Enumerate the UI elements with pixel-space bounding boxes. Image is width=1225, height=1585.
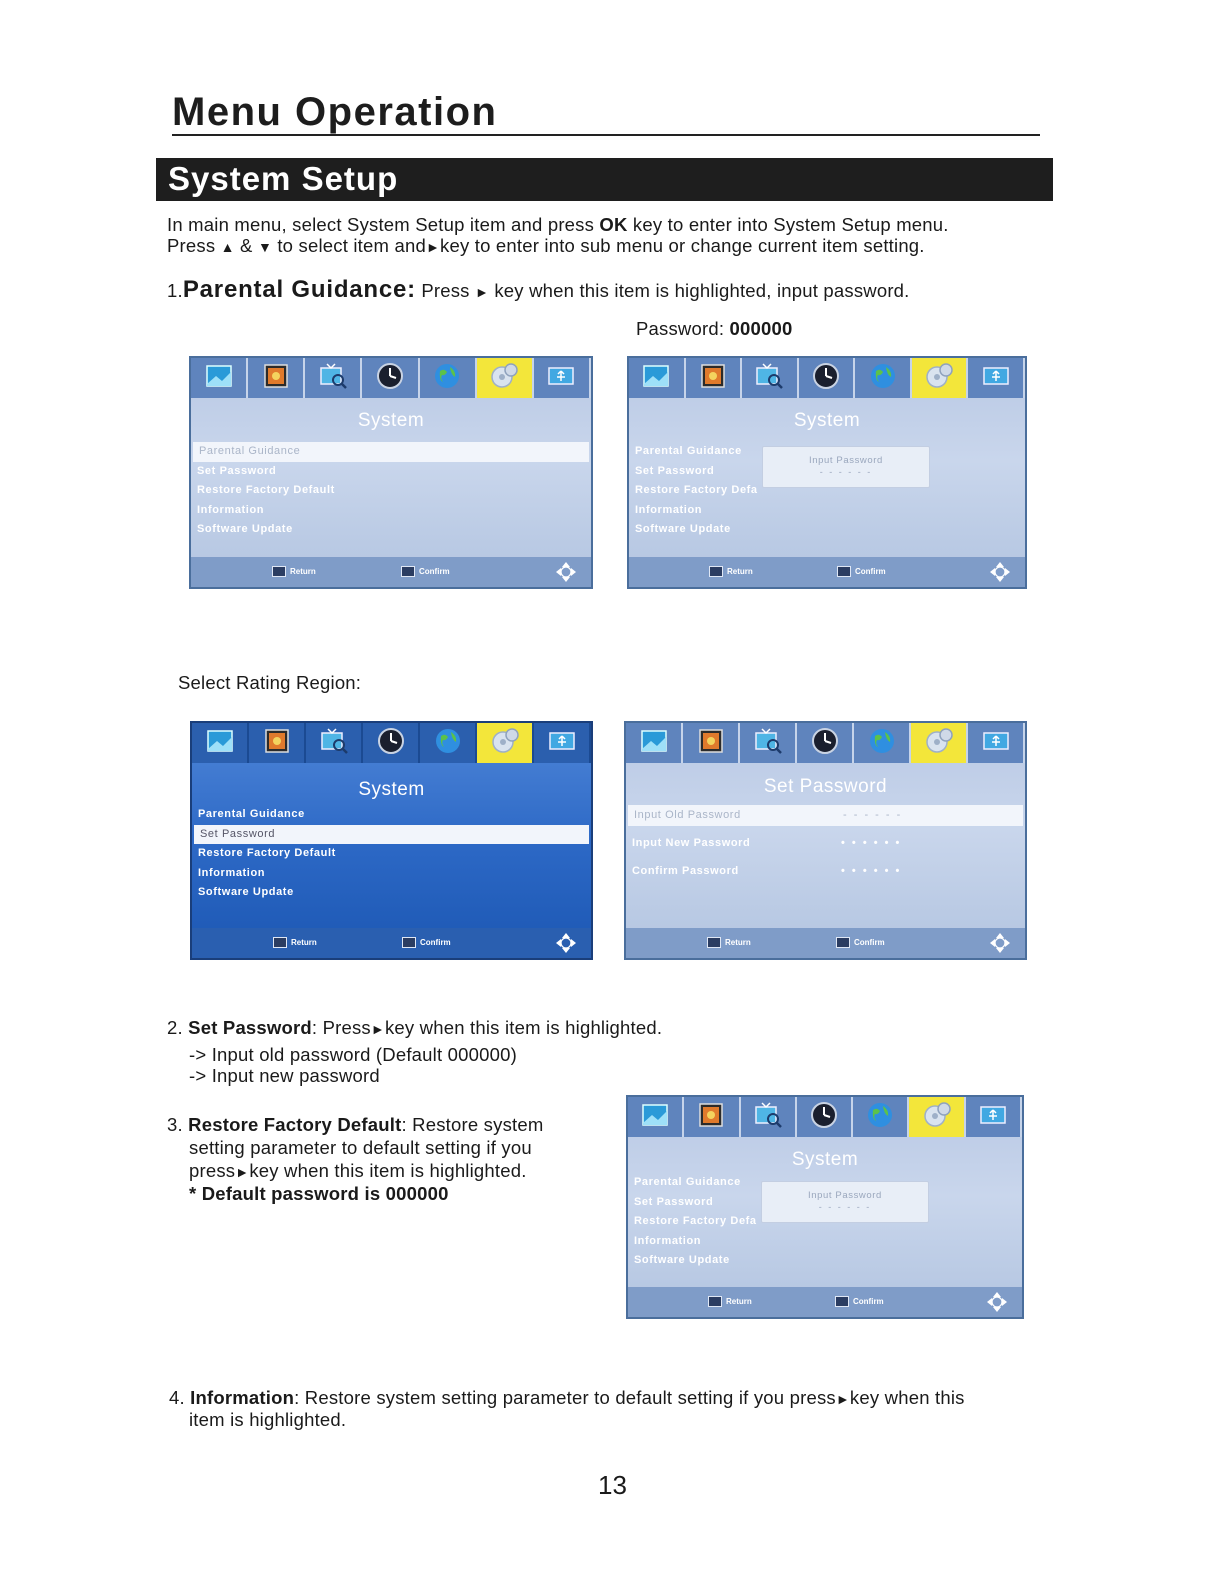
input-old-password-label: Input Old Password [634, 809, 741, 821]
page-title: Menu Operation [172, 90, 498, 134]
menu-item-parental-guidance[interactable]: Parental Guidance [198, 808, 305, 820]
clock-tab[interactable] [797, 1097, 853, 1137]
picture-tab[interactable] [629, 358, 686, 398]
photo-icon [698, 362, 728, 395]
usb-tab[interactable] [968, 358, 1025, 398]
menu-heading: System [791, 1149, 859, 1170]
menu-item-parental-guidance[interactable]: Parental Guidance [634, 1176, 741, 1188]
intro-text: to select item and [272, 235, 426, 256]
menu-footer [629, 557, 1025, 587]
confirm-hint[interactable] [401, 566, 450, 577]
channel-search-tab[interactable] [740, 723, 797, 763]
intro-text: In main menu, select System Setup item and press [167, 214, 600, 235]
return-label: Return [291, 938, 317, 947]
settings-disc-tab[interactable] [911, 723, 968, 763]
globe-tab[interactable] [854, 723, 911, 763]
channel-search-icon [754, 362, 784, 395]
confirm-password-label: Confirm Password [632, 865, 739, 877]
picture-tab[interactable] [628, 1097, 684, 1137]
channel-search-icon [753, 1101, 783, 1134]
tv-screen-system-menu-set-password [190, 721, 593, 960]
menu-footer [628, 1287, 1022, 1317]
return-key-icon [273, 937, 287, 948]
confirm-password-row[interactable] [626, 854, 1025, 882]
set-password-list [626, 805, 1025, 882]
item-text: press [189, 1160, 236, 1181]
clock-tab[interactable] [797, 723, 854, 763]
password-line [636, 318, 792, 339]
globe-tab[interactable] [853, 1097, 909, 1137]
navigation-pad-icon [555, 561, 577, 583]
section-band [156, 158, 1053, 201]
return-hint[interactable] [708, 1296, 752, 1307]
channel-search-tab[interactable] [306, 723, 363, 763]
menu-item-parental-guidance[interactable]: Parental Guidance [635, 445, 742, 457]
item-text: Press [415, 280, 475, 301]
clock-icon [810, 727, 840, 760]
right-arrow-icon: ► [370, 1021, 385, 1037]
menu-item-restore-factory-default[interactable]: Restore Factory Defa [635, 484, 758, 496]
input-new-password-row[interactable] [626, 826, 1025, 854]
globe-icon [867, 727, 897, 760]
picture-tab[interactable] [191, 358, 248, 398]
photo-icon [696, 727, 726, 760]
channel-search-icon [319, 727, 349, 760]
return-key-icon [707, 937, 721, 948]
menu-panel [191, 398, 591, 557]
photo-tab[interactable] [249, 723, 306, 763]
set-password-label: Set Password [188, 1017, 312, 1038]
information-label: Information [190, 1387, 295, 1408]
password-popup[interactable] [762, 446, 930, 488]
usb-icon [978, 1101, 1008, 1134]
menu-item-restore-factory-default[interactable]: Restore Factory Defa [634, 1215, 757, 1227]
menu-item-software-update[interactable]: Software Update [197, 523, 293, 535]
channel-search-tab[interactable] [305, 358, 362, 398]
right-arrow-icon: ► [235, 1164, 250, 1180]
menu-icon-bar [626, 723, 1025, 763]
return-hint[interactable] [707, 937, 751, 948]
tv-screen-password-prompt [627, 356, 1027, 589]
set-password-step-old: -> Input old password (Default 000000) [189, 1044, 517, 1065]
right-arrow-icon: ► [835, 1391, 850, 1407]
clock-icon [376, 727, 406, 760]
navigation-pad-icon [989, 932, 1011, 954]
settings-disc-tab[interactable] [477, 723, 534, 763]
intro-text: & [234, 235, 258, 256]
settings-disc-icon [924, 362, 954, 395]
menu-footer [191, 557, 591, 587]
confirm-label: Confirm [419, 567, 450, 576]
menu-footer [626, 928, 1025, 958]
picture-icon [640, 1101, 670, 1134]
clock-tab[interactable] [362, 358, 419, 398]
usb-icon [981, 727, 1011, 760]
picture-icon [639, 727, 669, 760]
return-key-icon [709, 566, 723, 577]
clock-icon [809, 1101, 839, 1134]
menu-item-set-password[interactable]: Set Password [197, 464, 277, 477]
usb-icon [547, 727, 577, 760]
page-number: 13 [598, 1470, 627, 1500]
picture-tab[interactable] [626, 723, 683, 763]
tv-screen-set-password [624, 721, 1027, 960]
confirm-hint[interactable] [402, 937, 451, 948]
menu-icon-bar [191, 358, 591, 398]
input-new-password-label: Input New Password [632, 837, 751, 849]
photo-icon [261, 362, 291, 395]
photo-tab[interactable] [248, 358, 305, 398]
usb-icon [546, 362, 576, 395]
confirm-label: Confirm [855, 567, 886, 576]
confirm-key-icon [835, 1296, 849, 1307]
section-title: System Setup [168, 160, 399, 197]
intro-text: key to enter into System Setup menu. [627, 214, 949, 235]
tv-screen-restore-password-prompt [626, 1095, 1024, 1319]
menu-item-parental-guidance[interactable]: Parental Guidance [193, 442, 589, 462]
navigation-pad-icon [989, 561, 1011, 583]
usb-tab[interactable] [966, 1097, 1022, 1137]
information-line-2: item is highlighted. [189, 1409, 347, 1430]
channel-search-icon [318, 362, 348, 395]
restore-factory-line-1 [167, 1114, 543, 1135]
return-label: Return [290, 567, 316, 576]
menu-icon-bar [192, 723, 591, 763]
password-input-dots[interactable]: - - - - - - [819, 467, 873, 477]
menu-item-information[interactable]: Information [198, 866, 266, 879]
confirm-password-dots: • • • • • • [841, 865, 902, 877]
picture-icon [205, 727, 235, 760]
usb-icon [981, 362, 1011, 395]
menu-panel [628, 1137, 1022, 1287]
channel-search-tab[interactable] [742, 358, 799, 398]
return-label: Return [726, 1297, 752, 1306]
return-key-icon [272, 566, 286, 577]
photo-tab[interactable] [686, 358, 743, 398]
menu-item-set-password[interactable]: Set Password [194, 825, 589, 845]
information-line-1 [169, 1387, 965, 1410]
menu-item-information[interactable]: Information [635, 503, 703, 516]
item-text: key when this item is highlighted, input password. [489, 280, 910, 301]
return-hint[interactable] [273, 937, 317, 948]
menu-item-software-update[interactable]: Software Update [635, 523, 731, 535]
default-password-note: * Default password is 000000 [189, 1183, 449, 1204]
set-password-line [167, 1017, 662, 1040]
globe-tab[interactable] [855, 358, 912, 398]
item-text: key when this [849, 1387, 965, 1408]
old-password-dots: - - - - - - [843, 809, 903, 821]
confirm-label: Confirm [420, 938, 451, 947]
photo-icon [696, 1101, 726, 1134]
settings-disc-icon [490, 727, 520, 760]
menu-panel [629, 398, 1025, 557]
confirm-key-icon [836, 937, 850, 948]
set-password-step-new: -> Input new password [189, 1065, 380, 1086]
confirm-key-icon [402, 937, 416, 948]
menu-item-information[interactable]: Information [634, 1234, 702, 1247]
settings-disc-tab[interactable] [477, 358, 534, 398]
globe-icon [432, 362, 462, 395]
return-hint[interactable] [709, 566, 753, 577]
menu-item-restore-factory-default[interactable]: Restore Factory Default [198, 847, 336, 859]
menu-icon-bar [628, 1097, 1022, 1137]
item-text: : Press [311, 1017, 371, 1038]
intro-text: key to enter into sub menu or change current item setting. [440, 235, 925, 256]
picture-icon [641, 362, 671, 395]
menu-list [191, 442, 591, 540]
confirm-hint[interactable] [836, 937, 885, 948]
intro-line-2 [167, 235, 925, 258]
menu-item-software-update[interactable]: Software Update [634, 1254, 730, 1266]
tv-screen-system-menu [189, 356, 593, 589]
usb-tab[interactable] [534, 723, 591, 763]
confirm-key-icon [837, 566, 851, 577]
return-hint[interactable] [272, 566, 316, 577]
menu-footer [192, 928, 591, 958]
select-rating-region-label: Select Rating Region: [178, 672, 362, 693]
channel-search-tab[interactable] [741, 1097, 797, 1137]
confirm-hint[interactable] [835, 1296, 884, 1307]
menu-item-set-password[interactable]: Set Password [635, 464, 715, 477]
menu-heading: System [358, 779, 425, 800]
return-label: Return [727, 567, 753, 576]
menu-heading: Set Password [763, 776, 888, 797]
photo-tab[interactable] [683, 723, 740, 763]
password-popup-title: Input Password [808, 1190, 882, 1201]
password-value: 000000 [729, 318, 793, 339]
confirm-label: Confirm [854, 938, 885, 947]
globe-icon [433, 727, 463, 760]
right-arrow-icon: ► [474, 284, 490, 300]
password-label: Password: [636, 318, 730, 339]
confirm-hint[interactable] [837, 566, 886, 577]
intro-line-1 [167, 214, 949, 235]
clock-tab[interactable] [363, 723, 420, 763]
menu-heading: System [357, 410, 425, 431]
menu-item-restore-factory-default[interactable]: Restore Factory Default [197, 484, 335, 496]
menu-panel [192, 763, 591, 928]
menu-item-set-password[interactable]: Set Password [634, 1195, 714, 1208]
item-text: : Restore system setting parameter to default setting if you press [294, 1387, 836, 1408]
menu-item-information[interactable]: Information [197, 503, 265, 516]
item-number: 3. [167, 1114, 189, 1135]
restore-factory-default-label: Restore Factory Default [188, 1114, 402, 1135]
globe-tab[interactable] [420, 358, 477, 398]
navigation-pad-icon [986, 1291, 1008, 1313]
restore-factory-line-3 [189, 1160, 527, 1183]
picture-tab[interactable] [192, 723, 249, 763]
up-arrow-icon: ▲ [220, 239, 235, 255]
confirm-key-icon [401, 566, 415, 577]
ok-key-label: OK [599, 214, 628, 235]
new-password-dots: • • • • • • [841, 837, 902, 849]
clock-tab[interactable] [799, 358, 856, 398]
clock-icon [811, 362, 841, 395]
globe-icon [868, 362, 898, 395]
parental-guidance-label: Parental Guidance: [182, 276, 416, 303]
picture-icon [204, 362, 234, 395]
password-input-dots[interactable]: - - - - - - [818, 1202, 872, 1212]
settings-disc-icon [489, 362, 519, 395]
right-arrow-icon: ► [425, 239, 440, 255]
menu-item-software-update[interactable]: Software Update [198, 886, 294, 898]
menu-list [192, 805, 591, 903]
settings-disc-tab[interactable] [909, 1097, 965, 1137]
photo-tab[interactable] [684, 1097, 740, 1137]
item-number: 4. [169, 1387, 191, 1408]
down-arrow-icon: ▼ [257, 239, 272, 255]
item-text: : Restore system [401, 1114, 544, 1135]
input-old-password-row[interactable] [628, 805, 1023, 826]
return-label: Return [725, 938, 751, 947]
photo-icon [262, 727, 292, 760]
item-text: key when this item is highlighted. [384, 1017, 663, 1038]
intro-text: Press [167, 235, 221, 256]
globe-tab[interactable] [420, 723, 477, 763]
menu-heading: System [793, 410, 861, 431]
parental-guidance-line [167, 276, 910, 306]
channel-search-icon [753, 727, 783, 760]
menu-icon-bar [629, 358, 1025, 398]
settings-disc-icon [922, 1101, 952, 1134]
item-number: 2. [167, 1017, 189, 1038]
usb-tab[interactable] [968, 723, 1025, 763]
item-text: key when this item is highlighted. [249, 1160, 527, 1181]
globe-icon [865, 1101, 895, 1134]
settings-disc-tab[interactable] [912, 358, 969, 398]
restore-factory-line-2: setting parameter to default setting if you [189, 1137, 532, 1158]
confirm-label: Confirm [853, 1297, 884, 1306]
title-underline [172, 134, 1040, 136]
navigation-pad-icon [555, 932, 577, 954]
password-popup-title: Input Password [809, 455, 883, 466]
settings-disc-icon [924, 727, 954, 760]
item-number: 1. [167, 280, 183, 301]
clock-icon [375, 362, 405, 395]
return-key-icon [708, 1296, 722, 1307]
usb-tab[interactable] [534, 358, 591, 398]
menu-panel [626, 763, 1025, 928]
password-popup[interactable] [761, 1181, 929, 1223]
